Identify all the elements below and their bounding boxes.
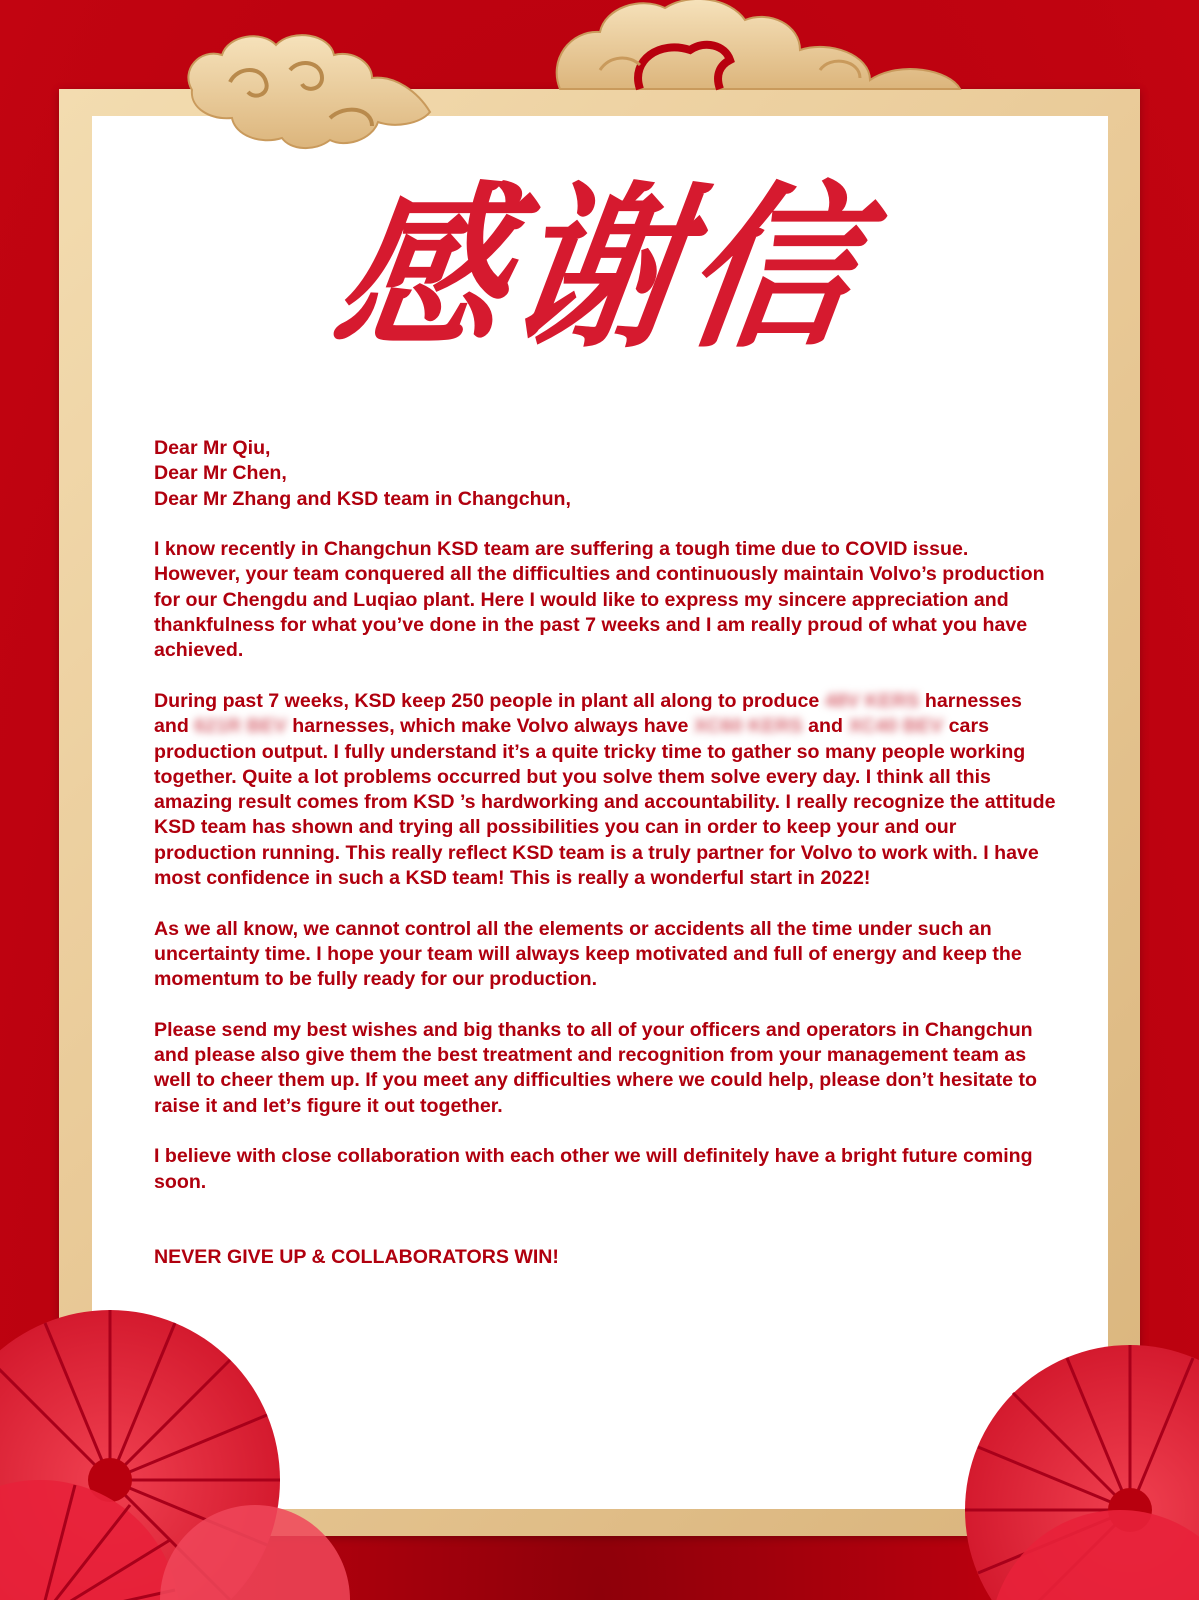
- paragraph-5: I believe with close collaboration with each other we will definitely have a bright future coming soon.: [154, 1145, 1033, 1193]
- salutation-line: Dear Mr Qiu,: [154, 437, 271, 459]
- paragraph-1: I know recently in Changchun KSD team are suffering a tough time due to COVID issue. However, your team conquered all the difficulties and continuously maintain Volvo’s production for our Chengdu and Luqiao plant. Here I would like to express my sincere appreciation and thankfulness for what you’ve done in the past 7 weeks and I am really proud of what you have achieved.: [154, 538, 1045, 662]
- text-run: harnesses, which make Volvo always have: [286, 715, 694, 738]
- redacted-text: XC60 KERS: [693, 715, 803, 738]
- text-run: During past 7 weeks, KSD keep 250 people in plant all along to produce: [154, 689, 825, 712]
- redacted-text: 48V KERS: [824, 689, 920, 712]
- salutation-block: [154, 436, 1056, 512]
- text-run: cars production output. I fully understand it’s a quite tricky time to gather so many people working together. Quite a lot problems occurred but you solve them solve every day. I think all this amazing result comes from KSD ’s hardworking and accountability. I really recognize the attitude KSD team has shown and trying all possibilities you can in order to keep your and our production running. This really reflect KSD team is a truly partner for Volvo to work with. I have most confidence in such a KSD team! This is really a wonderful start in 2022!: [154, 715, 1056, 890]
- title-block: [92, 164, 1108, 393]
- paragraph-4: Please send my best wishes and big thanks to all of your officers and operators in Changchun and please also give them the best treatment and recognition from your management team as well to cheer them up. If you meet any difficulties where we could help, please don’t hesitate to raise it and let’s figure it out together.: [154, 1018, 1037, 1117]
- closing-slogan: NEVER GIVE UP & COLLABORATORS WIN!: [154, 1245, 559, 1268]
- paragraph-2: [154, 689, 1056, 891]
- letter-title: 感谢信: [324, 164, 876, 372]
- salutation-line: Dear Mr Chen,: [154, 462, 287, 485]
- redacted-text: 621R BEV: [194, 715, 287, 738]
- letter-body: [154, 436, 1056, 1296]
- paragraph-3: As we all know, we cannot control all the elements or accidents all the time under such an uncertainty time. I hope your team will always keep motivated and full of energy and keep the momentum to be fully ready for our production.: [154, 917, 1022, 991]
- text-run: harnesses and: [154, 689, 1022, 738]
- salutation-line: Dear Mr Zhang and KSD team in Changchun,: [154, 487, 571, 510]
- text-run: and: [802, 715, 849, 738]
- redacted-text: XC40 BEV: [848, 715, 944, 738]
